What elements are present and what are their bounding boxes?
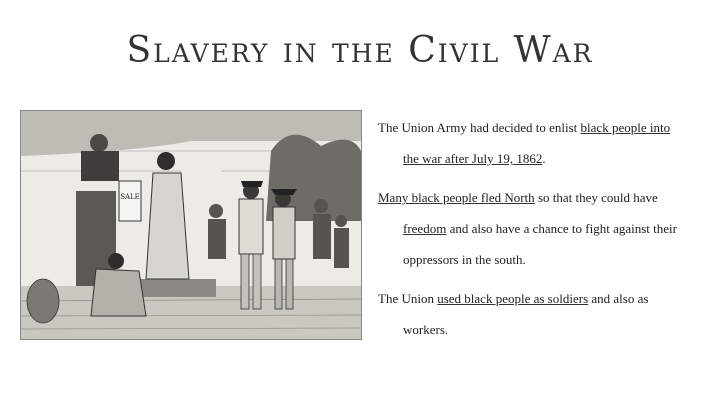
bullet-paragraph	[378, 283, 713, 345]
text-run: and also as	[588, 291, 649, 306]
bullet-line	[378, 112, 713, 143]
slide-title: Slavery in the Civil War	[126, 30, 594, 71]
sign-text: SALE	[120, 193, 140, 201]
underlined-text: the war after July 19, 1862	[403, 151, 543, 166]
text-run: oppressors in the south.	[403, 252, 526, 267]
text-run: The Union Army had decided to enlist	[378, 120, 581, 135]
slave-auction-engraving	[20, 110, 362, 340]
bullet-line	[378, 314, 713, 345]
text-run: workers.	[403, 322, 449, 337]
text-run: The Union	[378, 291, 438, 306]
text-run: so that they could have	[534, 190, 658, 205]
underlined-text: freedom	[403, 221, 447, 236]
bullet-line	[378, 182, 713, 213]
underlined-text: Many black people fled North	[378, 190, 535, 205]
bullet-line	[378, 213, 713, 244]
text-run: .	[542, 151, 546, 166]
bullet-paragraph	[378, 112, 713, 174]
text-run: and also have a chance to fight against their	[446, 221, 677, 236]
bullet-line	[378, 244, 713, 275]
bullet-text-block	[378, 112, 713, 353]
underlined-text: black people into	[580, 120, 671, 135]
bullet-line	[378, 283, 713, 314]
engraving-illustration	[21, 111, 361, 339]
bullet-paragraph	[378, 182, 713, 275]
bullet-line	[378, 143, 713, 174]
underlined-text: used black people as soldiers	[437, 291, 589, 306]
